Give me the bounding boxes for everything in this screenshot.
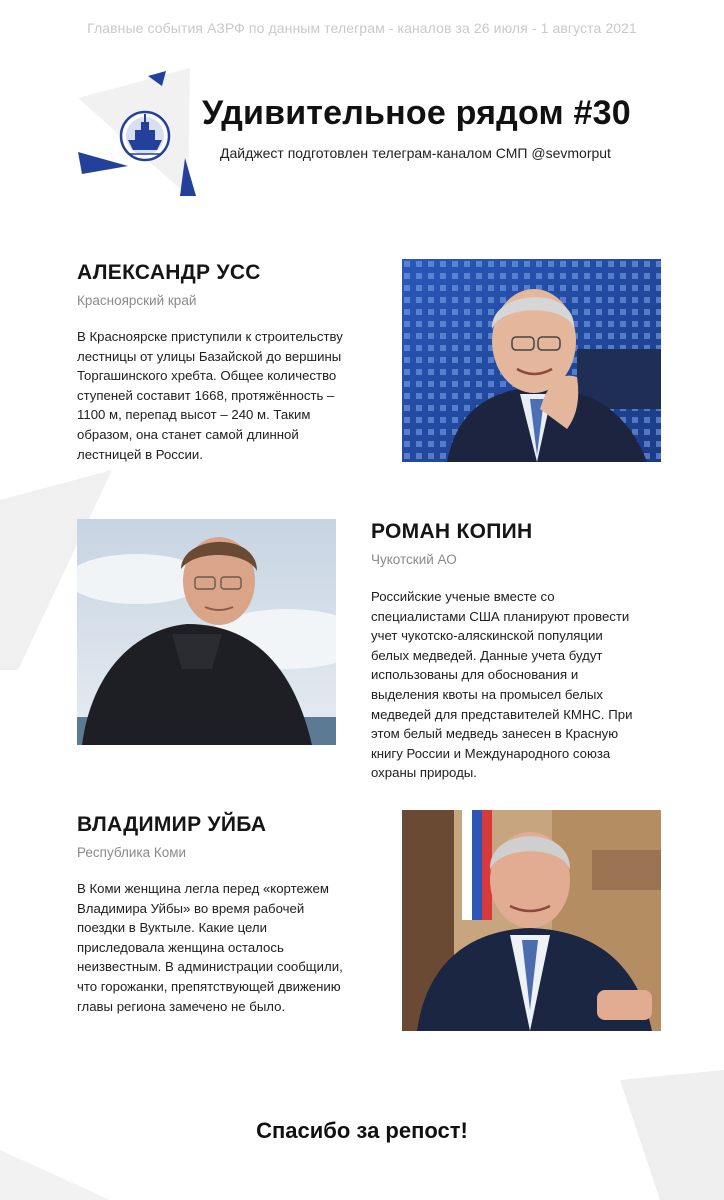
top-note: Главные события АЗРФ по данным телеграм - каналов за 26 июля - 1 августа 2021 [87,20,637,36]
person-photo [77,519,336,745]
person-region: Чукотский АО [371,552,457,567]
person-name: РОМАН КОПИН [371,520,533,543]
person-photo [402,259,661,462]
person-name: АЛЕКСАНДР УСС [77,261,261,284]
person-name: ВЛАДИМИР УЙБА [77,813,267,836]
footer-thanks: Спасибо за репост! [256,1118,468,1143]
person-text: Российские ученые вместе со специалистами США планируют провести учет чукотско-аляскинской популяции белых медведей. Данные учета будут использованы для обоснования и выделения квоты на промысел белых медведей для представителей КМНС. При этом белый медведь занесен в Красную книгу России и Международного союза охраны природы. [371,589,633,781]
person-text: В Красноярске приступили к строительству лестницы от улицы Базайской до вершины Торгашинского хребта. Общее количество ступеней составит 1668, протяжённость – 1100 м, перепад высот – 240 м. Таким образом, она станет самой длинной лестницей в России. [77,329,343,462]
page-title: Удивительное рядом #30 [202,94,631,132]
logo-block [70,68,205,198]
page-subtitle: Дайджест подготовлен телеграм-каналом СМП @sevmorput [220,145,611,161]
person-photo [402,810,661,1031]
person-region: Красноярский край [77,293,197,308]
background-triangle-bottom-left [0,1150,110,1200]
icebreaker-ship-logo-icon [70,68,205,198]
person-region: Республика Коми [77,845,187,860]
person-text: В Коми женщина легла перед «кортежем Владимира Уйбы» во время рабочей поездки в Вуктыле. Какие цели приследовала женщина осталось неизвестным. В администрации сообщили, что горожанки, препятствующей движению главы региона замечено не было. [77,881,343,1014]
